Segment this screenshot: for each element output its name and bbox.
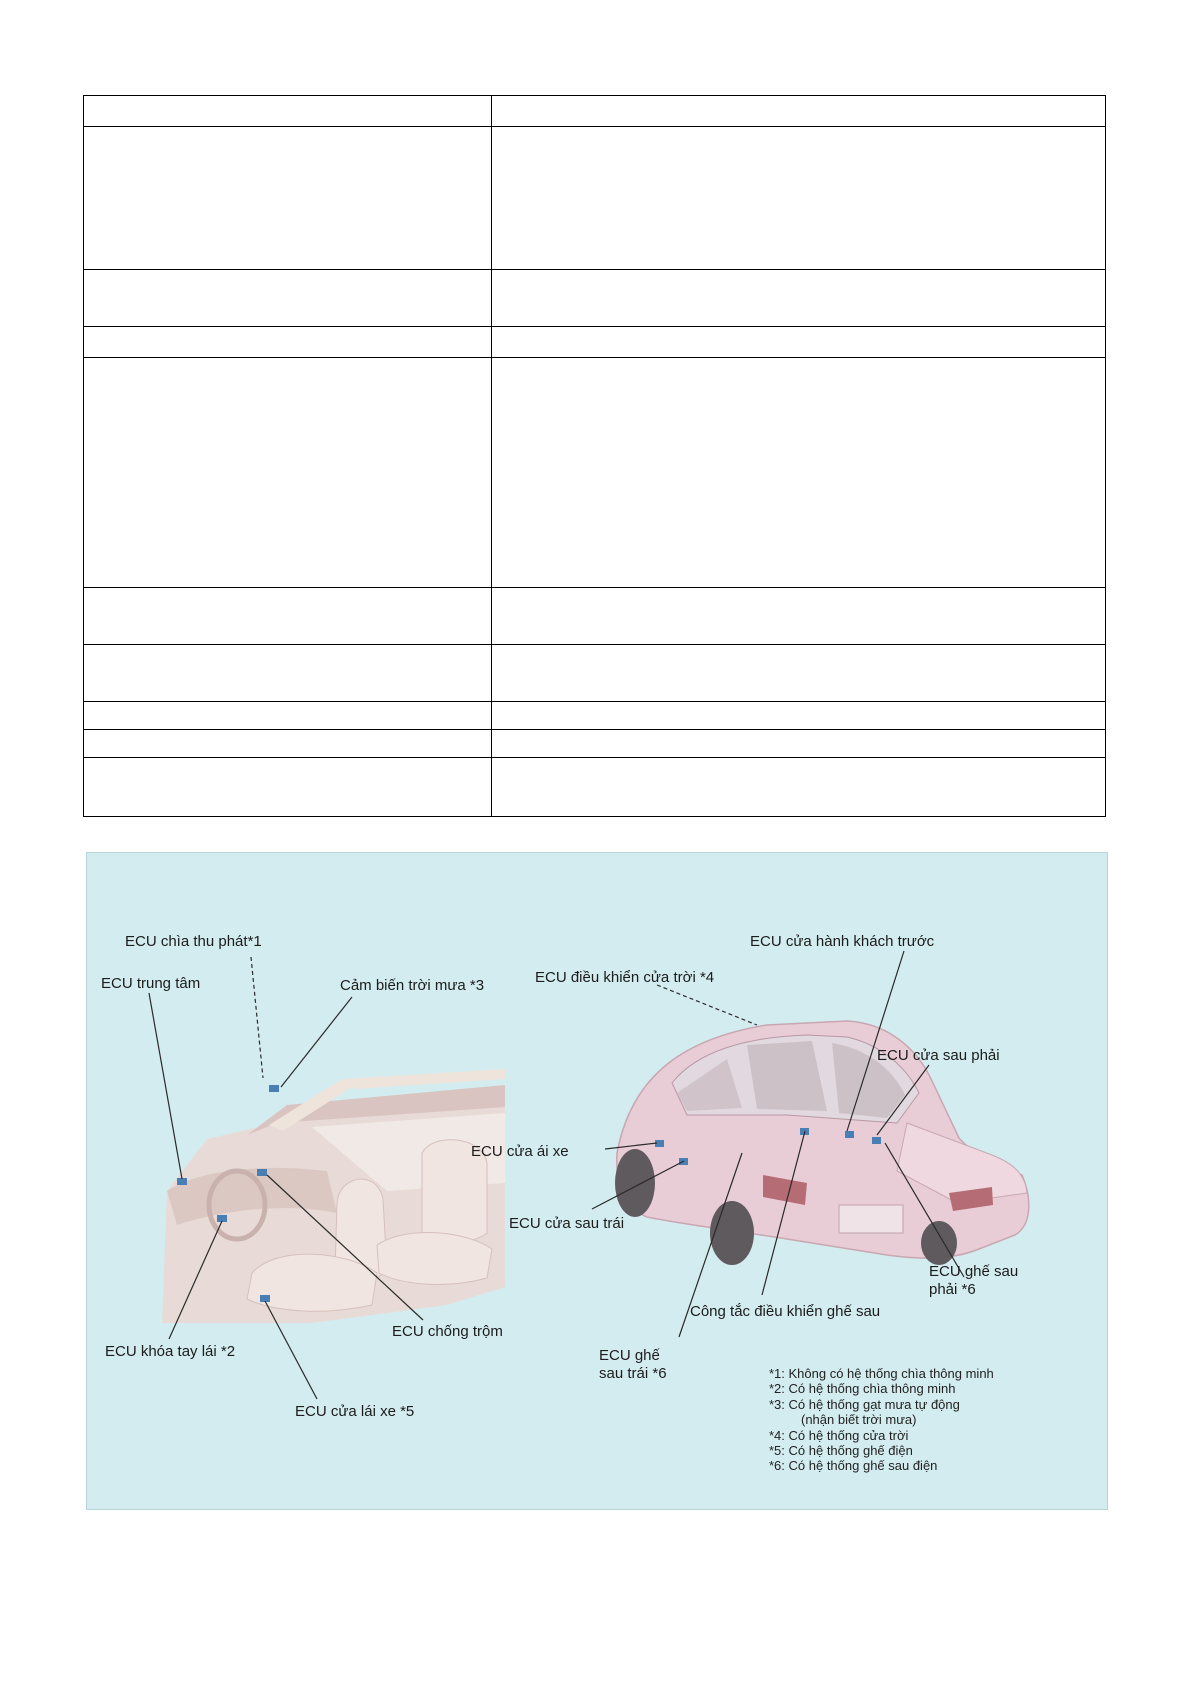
- ecu-table: [83, 95, 1106, 817]
- table-row: [84, 758, 1106, 817]
- table-cell: [492, 758, 1106, 817]
- table-row: [84, 645, 1106, 702]
- table-cell: [492, 127, 1106, 270]
- label-steering-lock-ecu: ECU khóa tay lái *2: [105, 1343, 236, 1360]
- table-cell: [84, 588, 492, 645]
- table-cell: [492, 588, 1106, 645]
- footnote: (nhận biết trời mưa): [801, 1412, 917, 1428]
- label-center-ecu: ECU trung tâm: [101, 975, 201, 992]
- table-cell: [492, 645, 1106, 702]
- table-row: [84, 270, 1106, 327]
- table-cell: [492, 327, 1106, 358]
- label-driver-door-ecu-right: ECU cửa ái xe: [471, 1143, 569, 1160]
- table-row: [84, 730, 1106, 758]
- ecu-location-figure: [86, 852, 1108, 1510]
- label-sunroof-ecu: ECU điều khiển cửa trời *4: [535, 969, 715, 986]
- table-row: [84, 588, 1106, 645]
- table-row: [84, 96, 1106, 127]
- table-cell: [84, 730, 492, 758]
- table-cell: [84, 327, 492, 358]
- label-rear-right-door-ecu: ECU cửa sau phải: [877, 1047, 1000, 1064]
- label-rear-right-seat-ecu: ECU ghế sau phải *6: [929, 1263, 1019, 1298]
- footnote: *2: Có hệ thống chìa thông minh: [769, 1381, 956, 1397]
- table-cell: [492, 730, 1106, 758]
- table-cell: [492, 96, 1106, 127]
- footnote: *6: Có hệ thống ghế sau điện: [769, 1458, 938, 1474]
- label-rear-seat-switch: Công tắc điều khiển ghế sau: [690, 1303, 881, 1320]
- table-cell: [84, 702, 492, 730]
- table-row: [84, 127, 1106, 270]
- table-cell: [84, 270, 492, 327]
- footnote: *1: Không có hệ thống chìa thông minh: [769, 1366, 994, 1381]
- table-cell: [84, 645, 492, 702]
- table-cell: [84, 127, 492, 270]
- table-row: [84, 358, 1106, 588]
- table-row: [84, 702, 1106, 730]
- footnotes: [769, 1366, 994, 1474]
- footnote: *4: Có hệ thống cửa trời: [769, 1427, 909, 1443]
- table-cell: [492, 270, 1106, 327]
- label-rain-sensor: Cảm biến trời mưa *3: [340, 977, 485, 994]
- table-cell: [84, 358, 492, 588]
- label-front-passenger-door-ecu: ECU cửa hành khách trước: [750, 933, 935, 950]
- table-cell: [492, 702, 1106, 730]
- interior-cutaway: [162, 1069, 505, 1323]
- label-transceiver-ecu: ECU chìa thu phát*1: [125, 933, 262, 950]
- table-cell: [84, 758, 492, 817]
- label-theft-deterrent-ecu: ECU chống trộm: [392, 1323, 503, 1340]
- label-rear-left-seat-ecu: ECU ghế sau trái *6: [599, 1347, 667, 1382]
- table-cell: [84, 96, 492, 127]
- footnote: *5: Có hệ thống ghế điện: [769, 1443, 913, 1459]
- label-driver-door-ecu: ECU cửa lái xe *5: [295, 1403, 415, 1420]
- table-cell: [492, 358, 1106, 588]
- footnote: *3: Có hệ thống gạt mưa tự động: [769, 1396, 960, 1412]
- table-row: [84, 327, 1106, 358]
- label-rear-left-door-ecu: ECU cửa sau trái: [509, 1215, 625, 1232]
